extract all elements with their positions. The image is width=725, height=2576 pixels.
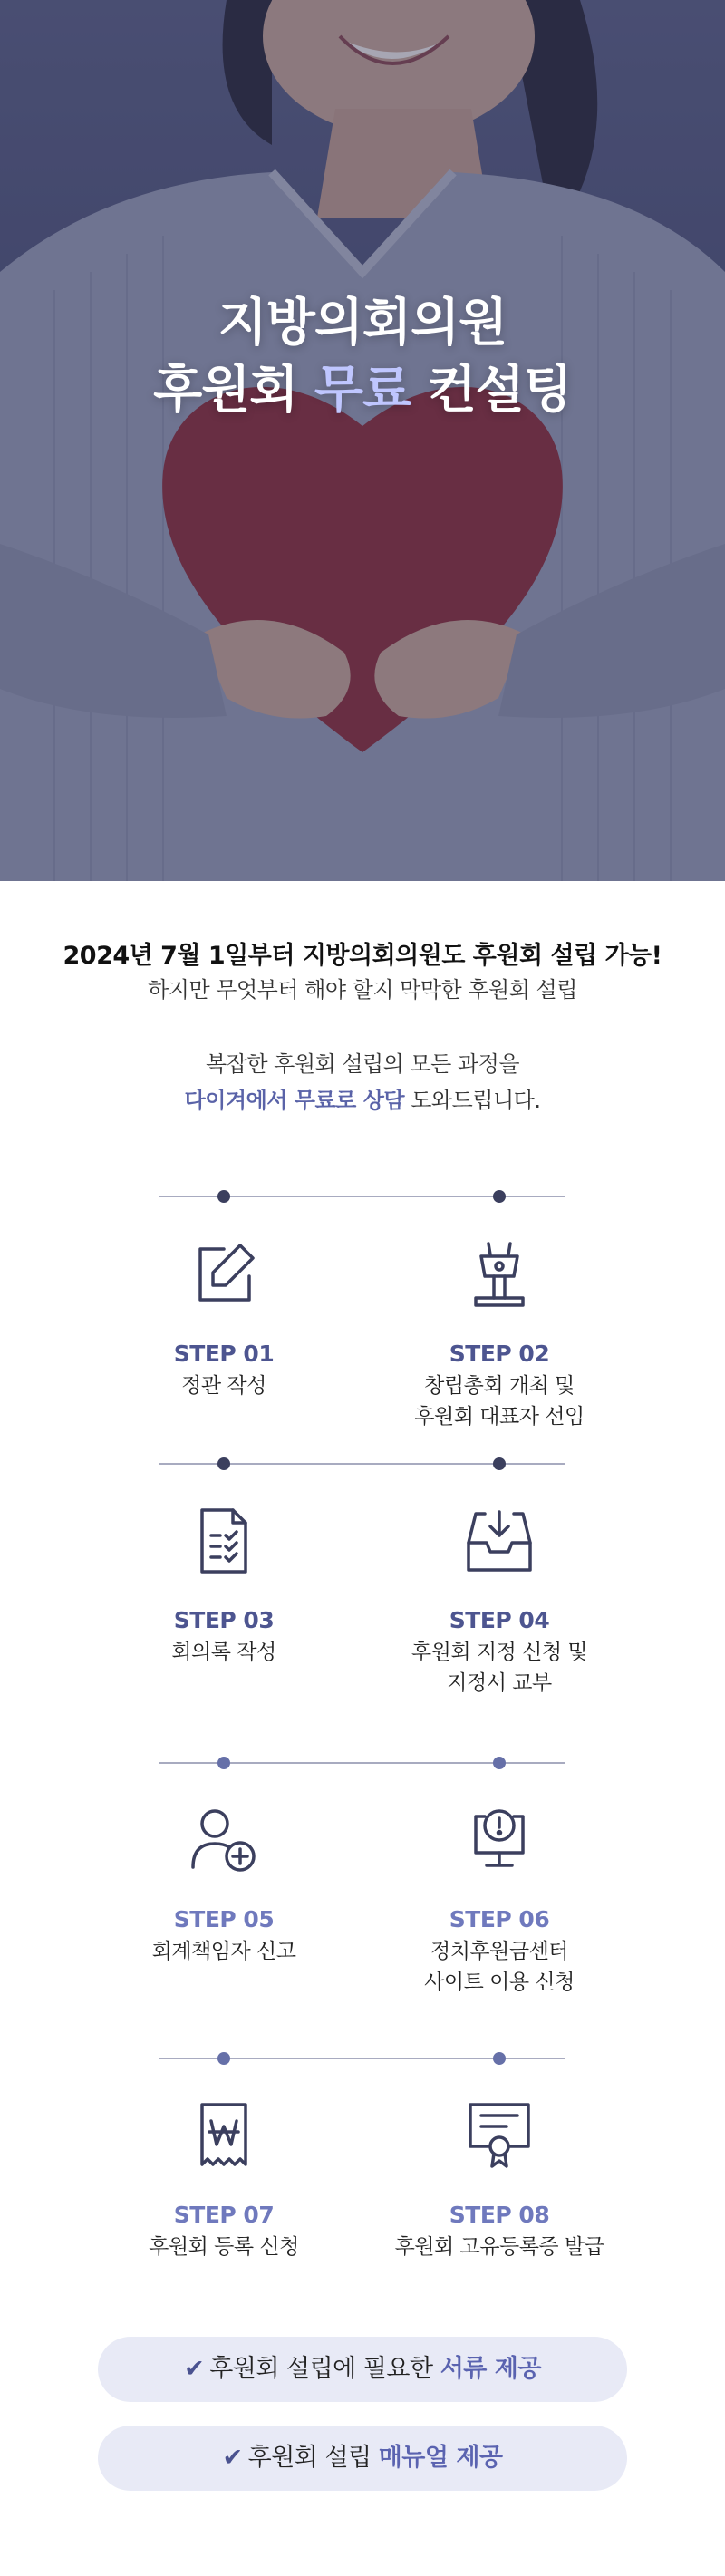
timeline-dot [218,1457,230,1470]
step-desc-line: 사이트 이용 신청 [424,1971,575,1994]
step-desc [363,1637,635,1699]
timeline-dot [493,1457,506,1470]
step-02 [363,1240,635,1432]
podium-icon [465,1240,534,1309]
step-desc-line: 회의록 작성 [171,1641,276,1664]
intro-subtitle: 하지만 무엇부터 해야 할지 막막한 후원회 설립 [148,977,577,1002]
intro-section [0,939,725,1006]
benefit-manual [98,2426,627,2491]
step-label: STEP 06 [449,1906,550,1932]
step-desc-line: 회계책임자 신고 [151,1940,296,1963]
step-07 [88,2101,360,2262]
step-desc [88,1936,360,1967]
hero-title-line2-post: 컨설팅 [411,361,572,420]
benefit-accent: 서류 제공 [440,2355,541,2383]
step-desc [363,1370,635,1432]
monitor-alert-icon [465,1806,534,1874]
step-label: STEP 08 [449,2202,550,2228]
step-03 [88,1506,360,1668]
hero-title-line2-pre: 후원회 [153,361,314,420]
intro-description [0,1046,725,1119]
step-label: STEP 01 [173,1341,275,1367]
timeline-dot [218,2052,230,2065]
step-04 [363,1506,635,1699]
step-01 [88,1240,360,1401]
intro-accent: 다이겨에서 무료로 상담 [184,1088,405,1113]
benefit-text: 후원회 설립에 필요한 [209,2355,440,2383]
intro-headline: 2024년 7월 1일부터 지방의회의원도 후원회 설립 가능! [63,942,662,970]
edit-icon [189,1240,258,1309]
timeline-dot [493,1757,506,1769]
timeline-dot [493,2052,506,2065]
hero-banner [0,0,725,881]
step-desc [88,2232,360,2262]
step-desc [88,1370,360,1401]
step-desc-line: 정관 작성 [181,1374,266,1398]
step-label: STEP 04 [449,1607,550,1633]
step-08 [363,2101,635,2262]
intro-line2-post: 도와드립니다. [404,1088,541,1113]
hero-overlay [0,0,725,881]
step-desc [363,1936,635,1998]
intro-line2 [0,1082,725,1119]
timeline-dot [493,1190,506,1203]
step-label: STEP 03 [173,1607,275,1633]
step-desc-line: 후원회 대표자 선임 [414,1405,585,1428]
won-receipt-icon [189,2101,258,2170]
inbox-download-icon [465,1506,534,1575]
user-add-icon [189,1806,258,1874]
benefit-text: 후원회 설립 [247,2444,379,2472]
step-label: STEP 02 [449,1341,550,1367]
step-label: STEP 07 [173,2202,275,2228]
step-desc-line: 정치후원금센터 [430,1940,569,1963]
check-icon: ✔ [184,2355,205,2383]
certificate-icon [465,2101,534,2170]
step-desc [363,2232,635,2262]
step-desc-line: 창립총회 개최 및 [424,1374,575,1398]
hero-title-accent: 무료 [314,361,411,420]
step-desc-line: 후원회 지정 신청 및 [411,1641,588,1664]
step-06 [363,1806,635,1998]
hero-title-line1: 지방의회의원 [218,294,508,353]
intro-line1: 복잡한 후원회 설립의 모든 과정을 [205,1051,520,1077]
timeline-dot [218,1757,230,1769]
hero-title [0,290,725,424]
step-desc-line: 지정서 교부 [447,1671,552,1695]
document-icon [189,1506,258,1575]
benefit-accent: 매뉴얼 제공 [378,2444,503,2472]
benefit-documents [98,2337,627,2402]
step-desc-line: 후원회 등록 신청 [149,2235,299,2259]
timeline-dot [218,1190,230,1203]
step-label: STEP 05 [173,1906,275,1932]
check-icon: ✔ [222,2444,243,2472]
step-05 [88,1806,360,1967]
step-desc [88,1637,360,1668]
step-desc-line: 후원회 고유등록증 발급 [394,2235,604,2259]
